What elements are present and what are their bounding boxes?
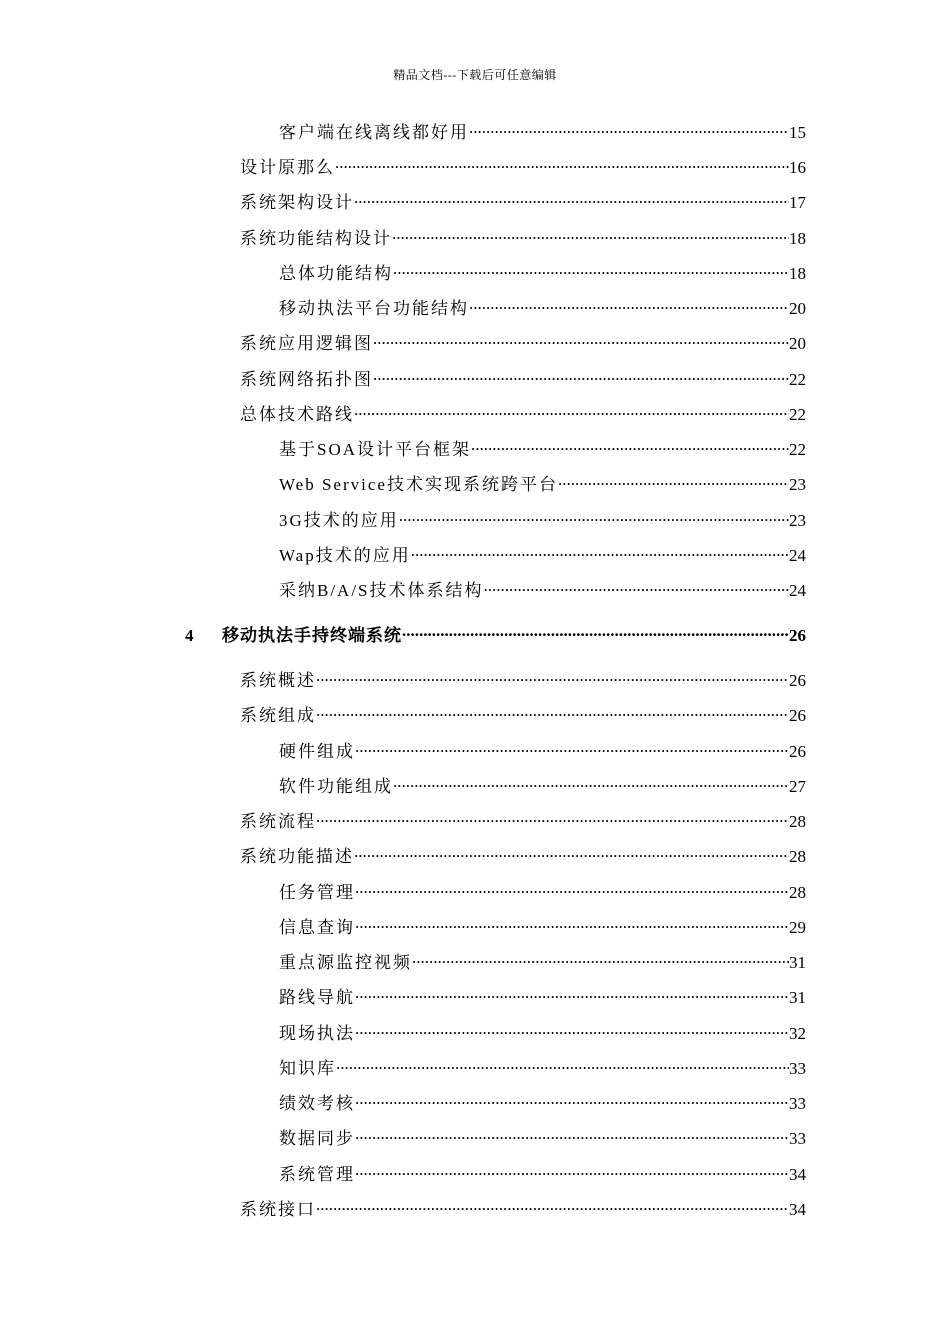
- toc-entry-page: 31: [789, 953, 806, 972]
- toc-entry-page: 24: [789, 581, 806, 600]
- toc-dot-leader: [354, 840, 789, 862]
- toc-entry[interactable]: [279, 539, 806, 565]
- toc-entry-title: 系统流程: [240, 812, 316, 831]
- toc-entry-title: 3G技术的应用: [279, 511, 399, 530]
- toc-entry[interactable]: [279, 1052, 806, 1078]
- toc-entry-page: 17: [789, 193, 806, 212]
- toc-entry-title: 绩效考核: [279, 1094, 355, 1113]
- toc-entry-page: 28: [789, 812, 806, 831]
- toc-dot-leader: [355, 1017, 789, 1039]
- toc-dot-leader: [355, 911, 789, 933]
- toc-entry-title: 总体技术路线: [240, 405, 354, 424]
- toc-entry-page: 22: [789, 370, 806, 389]
- toc-dot-leader: [335, 151, 789, 173]
- toc-entry-title: 系统功能描述: [240, 847, 354, 866]
- toc-entry-title: 基于SOA设计平台框架: [279, 440, 472, 459]
- toc-dot-leader: [399, 504, 789, 526]
- toc-chapter-number: 4: [185, 626, 194, 645]
- toc-entry-title: 系统概述: [240, 671, 316, 690]
- toc-entry-title: 系统网络拓扑图: [240, 370, 373, 389]
- toc-entry-page: 23: [789, 511, 806, 530]
- toc-entry-title: 总体功能结构: [279, 264, 393, 283]
- toc-entry-title: 现场执法: [279, 1024, 355, 1043]
- toc-entry[interactable]: [279, 1017, 806, 1043]
- toc-entry[interactable]: [240, 840, 806, 866]
- toc-entry-title: 系统组成: [240, 706, 316, 725]
- toc-entry[interactable]: [279, 292, 806, 318]
- toc-dot-leader: [373, 363, 789, 385]
- toc-entry[interactable]: [240, 664, 806, 690]
- toc-entry-page: 20: [789, 299, 806, 318]
- toc-entry-title: Wap技术的应用: [279, 546, 411, 565]
- toc-dot-leader: [393, 770, 789, 792]
- toc-entry-page: 15: [789, 123, 806, 142]
- toc-entry-page: 26: [789, 706, 806, 725]
- toc-entry-title: 移动执法平台功能结构: [279, 299, 469, 318]
- toc-entry-page: 26: [789, 742, 806, 761]
- toc-dot-leader: [355, 1122, 789, 1144]
- toc-entry-title: Web Service技术实现系统跨平台: [279, 475, 558, 494]
- toc-entry[interactable]: [279, 911, 806, 937]
- toc-entry[interactable]: [279, 770, 806, 796]
- toc-entry-title: 软件功能组成: [279, 777, 393, 796]
- toc-entry-title: 任务管理: [279, 883, 355, 902]
- toc-entry-page: 16: [789, 158, 806, 177]
- toc-entry-page: 26: [789, 626, 806, 645]
- toc-entry-title: 信息查询: [279, 918, 355, 937]
- toc-dot-leader: [393, 257, 789, 279]
- toc-entry[interactable]: [279, 876, 806, 902]
- toc-entry-title: 系统功能结构设计: [240, 229, 392, 248]
- toc-entry-title: 设计原那么: [240, 158, 335, 177]
- toc-dot-leader: [484, 574, 789, 596]
- toc-entry[interactable]: [279, 1158, 806, 1184]
- toc-entry-title: 硬件组成: [279, 742, 355, 761]
- toc-entry[interactable]: [240, 222, 806, 248]
- toc-entry-page: 18: [789, 264, 806, 283]
- toc-entry[interactable]: [279, 116, 806, 142]
- toc-dot-leader: [355, 735, 789, 757]
- page-header: 精品文档---下载后可任意编辑: [393, 68, 557, 82]
- toc-entry-page: 32: [789, 1024, 806, 1043]
- toc-dot-leader: [336, 1052, 789, 1074]
- toc-chapter-entry[interactable]: [185, 619, 806, 645]
- toc-entry-title: 路线导航: [279, 988, 355, 1007]
- toc-dot-leader: [392, 222, 789, 244]
- toc-entry-title: 系统应用逻辑图: [240, 334, 373, 353]
- toc-entry[interactable]: [240, 805, 806, 831]
- toc-entry-page: 22: [789, 440, 806, 459]
- toc-dot-leader: [412, 946, 789, 968]
- toc-dot-leader: [373, 327, 789, 349]
- toc-entry[interactable]: [279, 433, 806, 459]
- toc-dot-leader: [469, 116, 789, 138]
- toc-entry-page: 26: [789, 671, 806, 690]
- toc-entry-page: 28: [789, 847, 806, 866]
- toc-dot-leader: [355, 876, 789, 898]
- toc-entry-title: 采纳B/A/S技术体系结构: [279, 581, 484, 600]
- toc-dot-leader: [354, 186, 789, 208]
- toc-entry-title: 数据同步: [279, 1129, 355, 1148]
- toc-entry-page: 31: [789, 988, 806, 1007]
- toc-entry[interactable]: [240, 151, 806, 177]
- toc-dot-leader: [411, 539, 789, 561]
- toc-entry-title: 客户端在线离线都好用: [279, 123, 469, 142]
- toc-dot-leader: [355, 981, 789, 1003]
- toc-entry-page: 29: [789, 918, 806, 937]
- toc-dot-leader: [316, 664, 789, 686]
- toc-entry-page: 22: [789, 405, 806, 424]
- toc-dot-leader: [316, 1193, 789, 1215]
- toc-entry[interactable]: [279, 574, 806, 600]
- toc-dot-leader: [471, 433, 789, 455]
- toc-dot-leader: [558, 468, 789, 490]
- toc-entry-page: 34: [789, 1165, 806, 1184]
- toc-entry-page: 28: [789, 883, 806, 902]
- toc-entry-title: 系统架构设计: [240, 193, 354, 212]
- toc-entry-page: 18: [789, 229, 806, 248]
- toc-entry-page: 23: [789, 475, 806, 494]
- toc-entry-title: 系统接口: [240, 1200, 316, 1219]
- toc-entry[interactable]: [279, 468, 806, 494]
- toc-entry[interactable]: [279, 257, 806, 283]
- toc-entry-title: 知识库: [279, 1059, 336, 1078]
- toc-entry-page: 27: [789, 777, 806, 796]
- toc-entry-page: 24: [789, 546, 806, 565]
- toc-entry-page: 33: [789, 1059, 806, 1078]
- toc-dot-leader: [402, 619, 789, 641]
- toc-dot-leader: [354, 398, 789, 420]
- toc-entry[interactable]: [240, 699, 806, 725]
- toc-entry[interactable]: [279, 735, 806, 761]
- toc-dot-leader: [355, 1158, 789, 1180]
- toc-entry[interactable]: [240, 186, 806, 212]
- toc-entry-page: 33: [789, 1094, 806, 1113]
- toc-entry[interactable]: [240, 327, 806, 353]
- toc-dot-leader: [469, 292, 789, 314]
- toc-entry[interactable]: [240, 1193, 806, 1219]
- toc-dot-leader: [355, 1087, 789, 1109]
- toc-entry-page: 33: [789, 1129, 806, 1148]
- toc-entry-page: 34: [789, 1200, 806, 1219]
- toc-entry[interactable]: [240, 398, 806, 424]
- toc-entry[interactable]: [279, 1122, 806, 1148]
- toc-entry-title: 重点源监控视频: [279, 953, 412, 972]
- toc-entry[interactable]: [240, 363, 806, 389]
- toc-entry[interactable]: [279, 946, 806, 972]
- toc-dot-leader: [316, 699, 789, 721]
- toc-entry[interactable]: [279, 1087, 806, 1113]
- toc-entry-title: 移动执法手持终端系统: [222, 626, 402, 645]
- toc-entry-page: 20: [789, 334, 806, 353]
- toc-entry[interactable]: [279, 981, 806, 1007]
- toc-dot-leader: [316, 805, 789, 827]
- toc-entry-title: 系统管理: [279, 1165, 355, 1184]
- toc-entry[interactable]: [279, 504, 806, 530]
